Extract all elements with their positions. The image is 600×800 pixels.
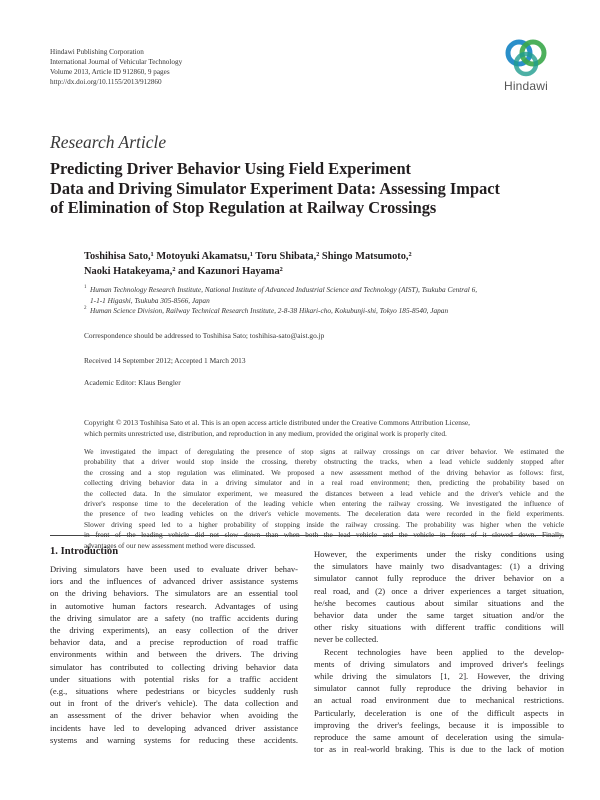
logo-text: Hindawi <box>503 79 549 93</box>
copyright-line: which permits unrestricted use, distribution, and reproduction in any medium, provided the original work is properly cited. <box>84 428 447 438</box>
journal-name: International Journal of Vehicular Technology <box>50 58 183 66</box>
journal-header <box>50 47 182 87</box>
copyright-line: Copyright © 2013 Toshihisa Sato et al. This is an open access article distributed under the Creative Commons Attribution License, <box>84 418 470 427</box>
section-heading: 1. Introduction <box>50 546 119 557</box>
academic-editor: Academic Editor: Klaus Bengler <box>84 378 181 387</box>
section-divider <box>50 535 564 536</box>
correspondence: Correspondence should be addressed to Toshihisa Sato; toshihisa-sato@aist.go.jp <box>84 331 325 340</box>
body-line: Recent technologies have been applied to the develop- <box>324 646 564 657</box>
title-line: Data and Driving Simulator Experiment Data: Assessing Impact <box>50 178 500 198</box>
affiliation-mark: 1 <box>84 285 87 290</box>
body-column-right <box>314 548 564 755</box>
body-line: other risky situations with different traffic conditions will <box>314 622 564 633</box>
title-line: Predicting Driver Behavior Using Field Experiment <box>50 159 412 178</box>
body-line: improving the driver's feelings, because it is impossible to <box>314 719 564 730</box>
abstract-line: in front of the leading vehicle did not slow down than when both the lead vehicle and the vehicle in front of it slowed down. Finally, <box>84 530 564 540</box>
body-line: on the driving behaviors. The simulators are an essential tool <box>50 588 298 599</box>
body-line: systems and warning systems for reducing these accidents. <box>50 734 298 745</box>
body-line: simulator cannot fully reproduce the driving behavior in <box>314 683 564 694</box>
body-line: behavior data under the same target situation and/or the <box>314 610 564 621</box>
body-line: under situations with potential risks for a traffic accident <box>50 673 298 684</box>
affiliation-2 <box>84 306 574 317</box>
body-line: ments of driving simulators and improved driver's feelings <box>314 658 564 669</box>
body-line: while driving the simulators [1, 2]. However, the driving <box>314 671 564 682</box>
body-line: an assessment of the driver behavior when avoiding the <box>50 710 298 721</box>
author-list <box>84 249 574 279</box>
body-line: iors and the influences of advanced driver assistance systems <box>50 576 298 587</box>
doi-link[interactable]: http://dx.doi.org/10.1155/2013/912860 <box>50 78 162 86</box>
article-type: Research Article <box>50 132 167 152</box>
publisher-logo <box>494 38 558 104</box>
volume-line: Volume 2013, Article ID 912860, 9 pages <box>50 68 170 76</box>
body-line: incidents have led to developing advanced driver assistance <box>50 722 298 733</box>
body-line: reproduce the same amount of deceleration using the simula- <box>314 732 564 743</box>
abstract-line: driver's response time to the deceleration of the leading vehicle when entering the railway crossing. We investigated the influence of <box>84 499 564 509</box>
abstract-line: Slower driving speed led to a higher probability of stopping inside the railway crossing. The probability was higher when the vehicle <box>84 519 564 529</box>
body-line: he/she becomes cautious about similar situations and the <box>314 597 564 608</box>
abstract-line: the presence of two leading vehicles on the driver's vehicle movements. The deceleration data were recorded in the field experiments. <box>84 509 564 519</box>
body-line: in automotive human factors research. Advantages of using <box>50 600 298 611</box>
abstract-line: advantages of our new assessment method were discussed. <box>84 540 256 550</box>
authors-line: Naoki Hatakeyama,² and Kazunori Hayama² <box>84 266 283 277</box>
body-line: the driving experiments), an easy collection of the driver <box>50 625 298 636</box>
hindawi-logo-icon <box>503 38 549 78</box>
body-line: an actual road environment due to mechanical restrictions. <box>314 695 564 706</box>
affiliations <box>84 285 574 317</box>
body-line: Particularly, deceleration is one of the difficult aspects in <box>314 707 564 718</box>
body-line: simulator has contributed to collecting driving behavior data <box>50 661 298 672</box>
copyright-notice <box>84 418 564 440</box>
body-line: out in front of the driver's vehicle). The data collection and <box>50 698 298 709</box>
body-line: Driving simulators have been used to evaluate driver behav- <box>50 564 298 574</box>
article-title <box>50 159 570 218</box>
abstract-line: collecting driving behavior data in a driving simulator and in a real road environment; then, predicting the probability based on <box>84 478 564 488</box>
abstract-line: the collected data. In the simulator experiment, we measured the distances between a lead vehicle and the driver's vehicle and the <box>84 488 564 498</box>
affiliation-line: Human Science Division, Railway Technical Research Institute, 2-8-38 Hikari-cho, Kokubunji-shi, Tokyo 185-8540, Japan <box>90 306 449 315</box>
received-dates: Received 14 September 2012; Accepted 1 March 2013 <box>84 356 246 365</box>
affiliation-1 <box>84 285 574 306</box>
body-line: behavior data, and a precise reproduction of road traffic <box>50 637 298 648</box>
body-line: the driving simulator are a safety (no traffic accidents during <box>50 612 298 623</box>
affiliation-line: 1-1-1 Higashi, Tsukuba 305-8566, Japan <box>90 295 210 305</box>
abstract-line: We investigated the impact of deregulating the presence of stop signs at railway crossings on car driver behavior. We estimated the <box>84 447 564 456</box>
body-line: (e.g., situations where pedestrians or bicycles suddenly rush <box>50 686 298 697</box>
body-line: tor as in real-world braking. This is due to the lack of motion <box>314 744 564 755</box>
body-line: environments within and between the drivers. The driving <box>50 649 298 660</box>
publisher-line: Hindawi Publishing Corporation <box>50 48 144 56</box>
title-line: of Elimination of Stop Regulation at Railway Crossings <box>50 198 437 217</box>
affiliation-mark: 2 <box>84 306 87 311</box>
affiliation-line: Human Technology Research Institute, National Institute of Advanced Industrial Science and Technology (AIST), Tsukuba Central 6, <box>90 285 478 294</box>
body-line: the simulators have mainly two disadvantages: (1) a driving <box>314 561 564 572</box>
body-column-left <box>50 563 298 746</box>
body-line: real road, and (2) once a driver experiences a target situation, <box>314 585 564 596</box>
authors-line: Toshihisa Sato,¹ Motoyuki Akamatsu,¹ Toru Shibata,² Shingo Matsumoto,² <box>84 251 412 262</box>
abstract-line: probability that a driver would stop inside the crossing, thereby obstructing the tracks, when a lead vehicle suddenly stopped after <box>84 457 564 467</box>
body-line: However, the experiments under the risky conditions using <box>314 549 564 559</box>
body-line: never be collected. <box>314 634 379 645</box>
abstract-line: the crossing and a stop regulation was eliminated. We proposed a new assessment method of the driving behavior as follows: first, <box>84 467 564 477</box>
body-line: simulator cannot fully reproduce the driver behavior on a <box>314 573 564 584</box>
